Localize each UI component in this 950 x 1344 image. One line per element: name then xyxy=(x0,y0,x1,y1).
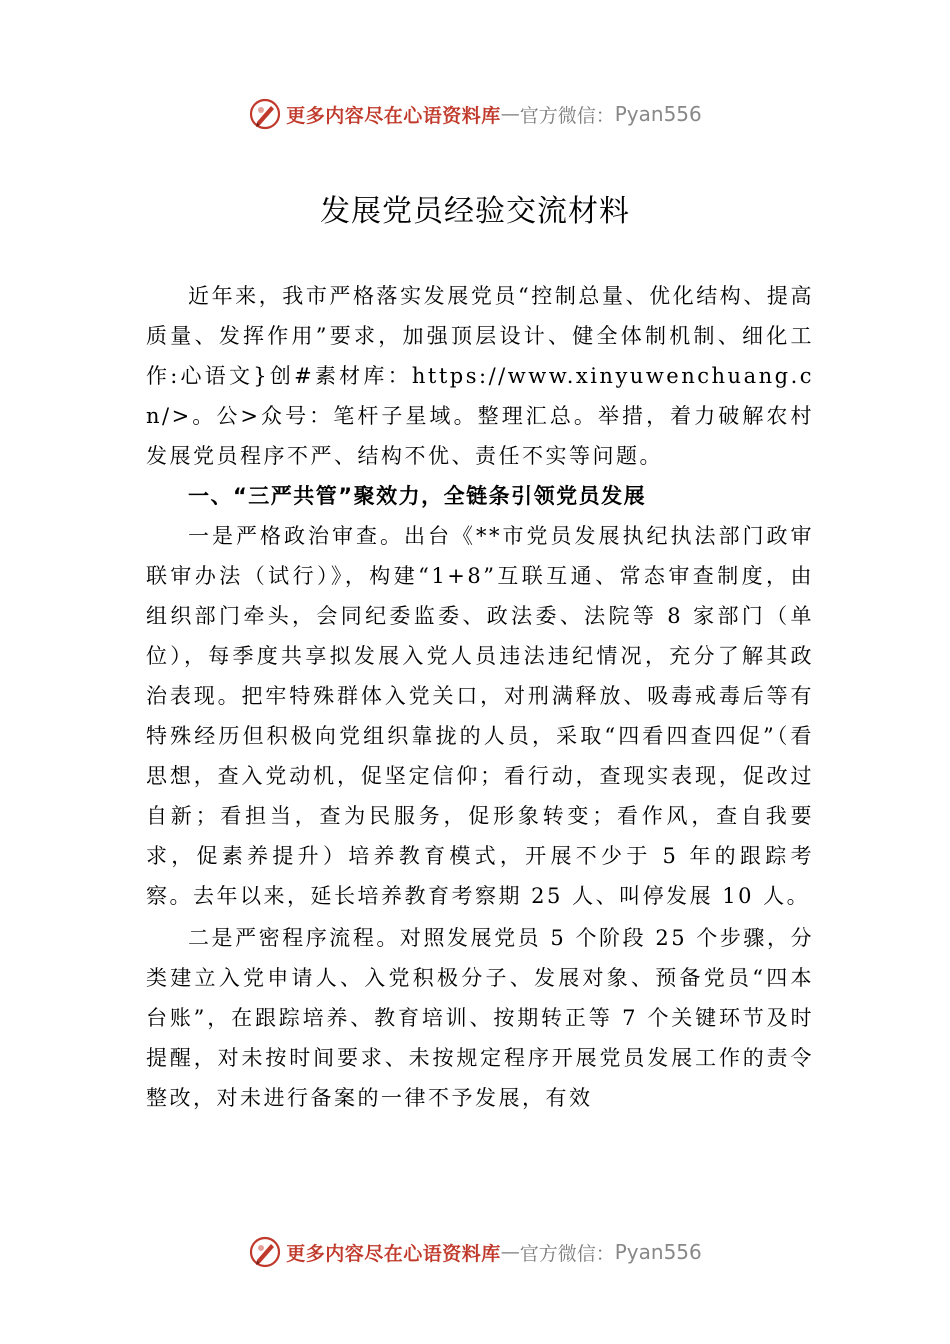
banner-dash: — xyxy=(500,103,520,125)
banner-wechat-id: Pyan556 xyxy=(614,102,702,126)
section-paragraph-2: 二是严密程序流程。对照发展党员 5 个阶段 25 个步骤，分类建立入党申请人、入党积极分子、发展对象、预备党员“四本台账”，在跟踪培养、教育培训、按期转正等 7 个关键环节及时提醒，对未按时间要求、未按规定程序开展党员发展工作的责令整改，对未进行备案的一律不予发展，有效 xyxy=(146,926,814,1110)
intro-paragraph: 近年来，我市严格落实发展党员“控制总量、优化结构、提高质量、发挥作用”要求，加强顶层设计、健全体制机制、细化工作:心语文}创#素材库：https://www.xinyuwenchuang.cn/>。公>众号：笔杆子星域。整理汇总。举措，着力破解农村发展党员程序不严、结构不优、责任不实等问题。 xyxy=(146,284,814,468)
footer-wechat-label: 官方微信： xyxy=(519,1242,615,1265)
footer-banner xyxy=(0,1234,950,1270)
document-title: 发展党员经验交流材料 xyxy=(320,194,630,229)
pen-logo-icon xyxy=(248,1235,282,1269)
section-paragraph-1: 一是严格政治审查。出台《**市党员发展执纪执法部门政审联审办法（试行）》，构建“1+8”互联互通、常态审查制度，由组织部门牵头，会同纪委监委、政法委、法院等 8 家部门（单位），每季度共享拟发展入党人员违法违纪情况，充分了解其政治表现。把牢特殊群体入党关口，对刑满释放、吸毒戒毒后等有特殊经历但积极向党组织靠拢的人员，采取“四看四查四促”（看思想，查入党动机，促坚定信仰；看行动，查现实表现，促改过自新；看担当，查为民服务，促形象转变；看作风，查自我要求，促素养提升）培养教育模式，开展不少于 5 年的跟踪考察。去年以来，延长培养教育考察期 25 人、叫停发展 10 人。 xyxy=(146,524,814,908)
footer-brand: 更多内容尽在心语资料库 xyxy=(286,1242,501,1265)
banner-wechat-label: 官方微信： xyxy=(519,104,615,127)
footer-wechat-id: Pyan556 xyxy=(614,1240,702,1264)
banner-brand: 更多内容尽在心语资料库 xyxy=(286,104,501,127)
footer-dash: — xyxy=(500,1241,520,1263)
section-heading-1: 一、“三严共管”聚效力，全链条引领党员发展 xyxy=(188,484,647,508)
pen-logo-icon xyxy=(248,97,282,131)
header-banner xyxy=(0,96,950,132)
document-body xyxy=(146,276,814,1118)
